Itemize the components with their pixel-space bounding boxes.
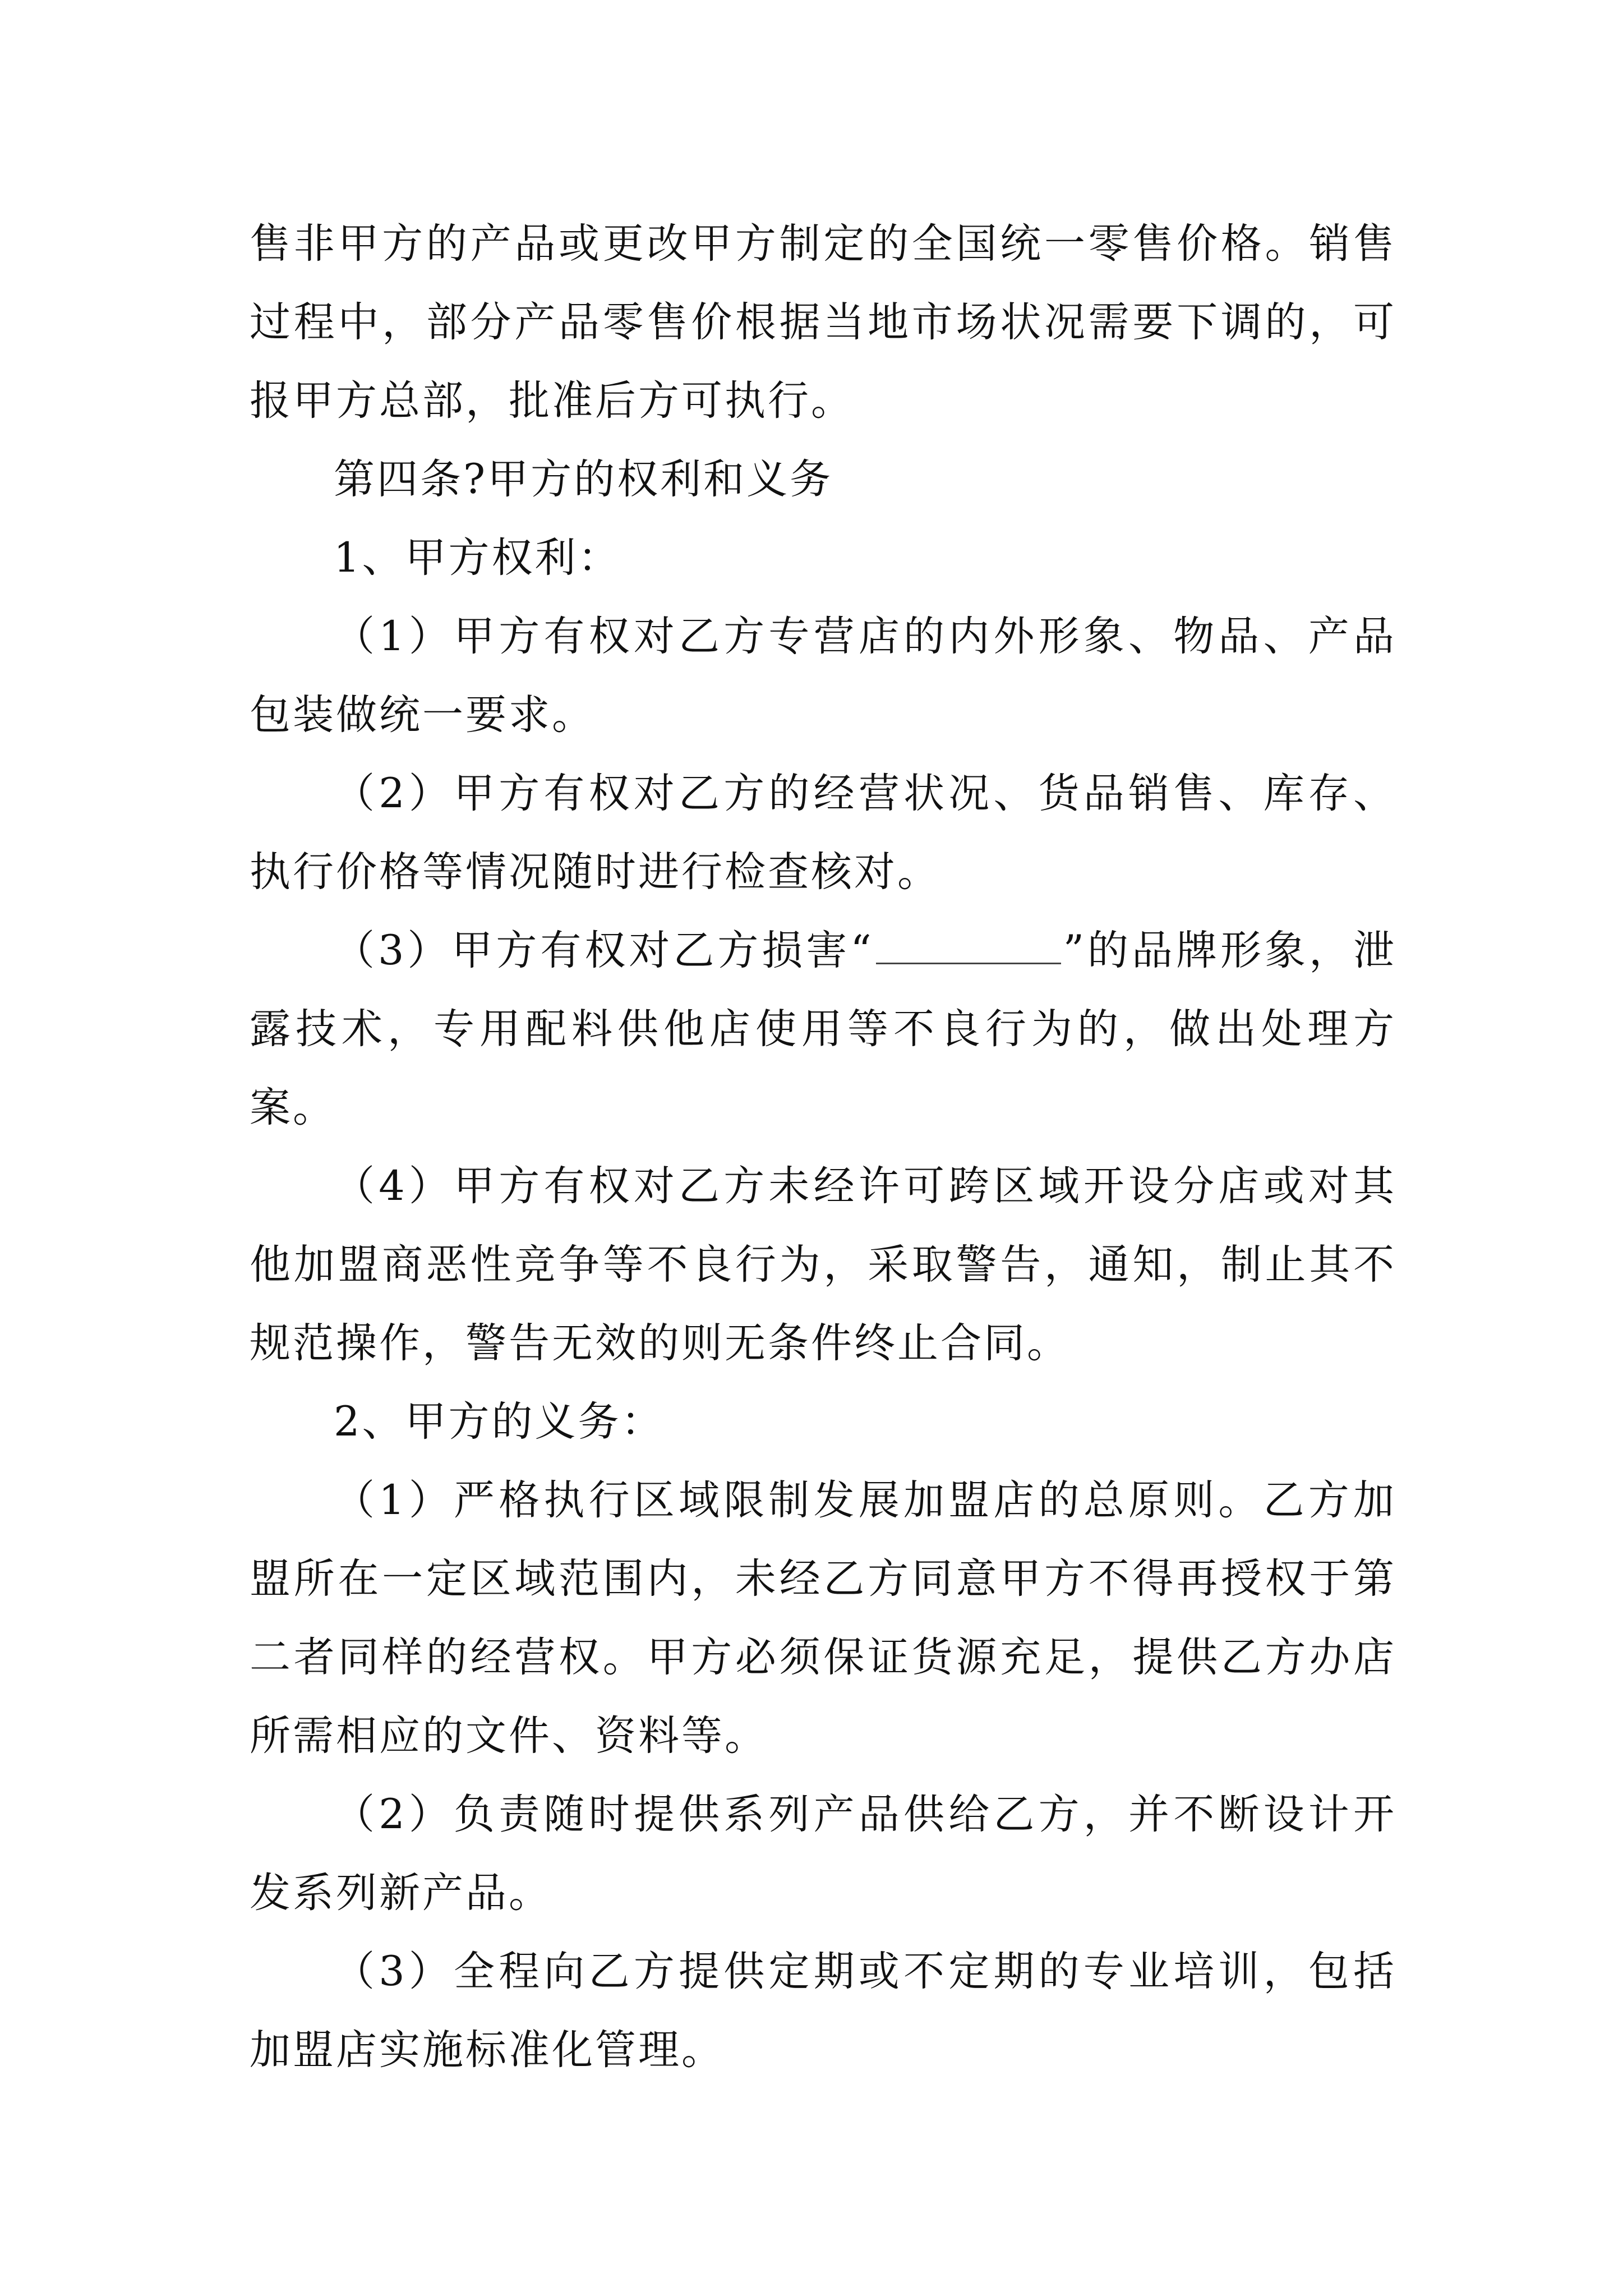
rights-item-4: （4）甲方有权对乙方未经许可跨区域开设分店或对其他加盟商恶性竞争等不良行为，采取警告，通知，制止其不规范操作，警告无效的则无条件终止合同。 (250, 1162, 1396, 1367)
paragraph-continuation: 售非甲方的产品或更改甲方制定的全国统一零售价格。销售过程中，部分产品零售价根据当地市场状况需要下调的，可报甲方总部，批准后方可执行。 (250, 220, 1396, 425)
obligations-item-1: （1）严格执行区域限制发展加盟店的总原则。乙方加盟所在一定区域范围内，未经乙方同意甲方不得再授权于第二者同样的经营权。甲方必须保证货源充足，提供乙方办店所需相应的文件、资料等。 (250, 1476, 1396, 1760)
section-heading-rights: 1、甲方权利： (334, 534, 621, 582)
rights-item-3-end: ”的品牌形象，泄露技术，专用配料供他店使用等不良行为的，做出处理方案。 (250, 927, 1397, 1131)
obligations-item-2: （2）负责随时提供系列产品供给乙方，并不断设计开发系列新产品。 (250, 1791, 1396, 1917)
rights-item-3 (250, 912, 1396, 1147)
section-heading-obligations: 2、甲方的义务： (334, 1398, 665, 1446)
rights-item-1: （1）甲方有权对乙方专营店的内外形象、物品、产品包装做统一要求。 (250, 613, 1396, 739)
document-body (250, 205, 1396, 2090)
rights-item-3-start: （3）甲方有权对乙方损害“ (334, 927, 874, 974)
obligations-item-3: （3）全程向乙方提供定期或不定期的专业培训，包括加盟店实施标准化管理。 (250, 1948, 1396, 2074)
rights-item-2: （2）甲方有权对乙方的经营状况、货品销售、库存、执行价格等情况随时进行检查核对。 (250, 770, 1396, 896)
article-heading: 第四条?甲方的权利和义务 (334, 455, 833, 503)
brand-name-blank (876, 929, 1061, 964)
